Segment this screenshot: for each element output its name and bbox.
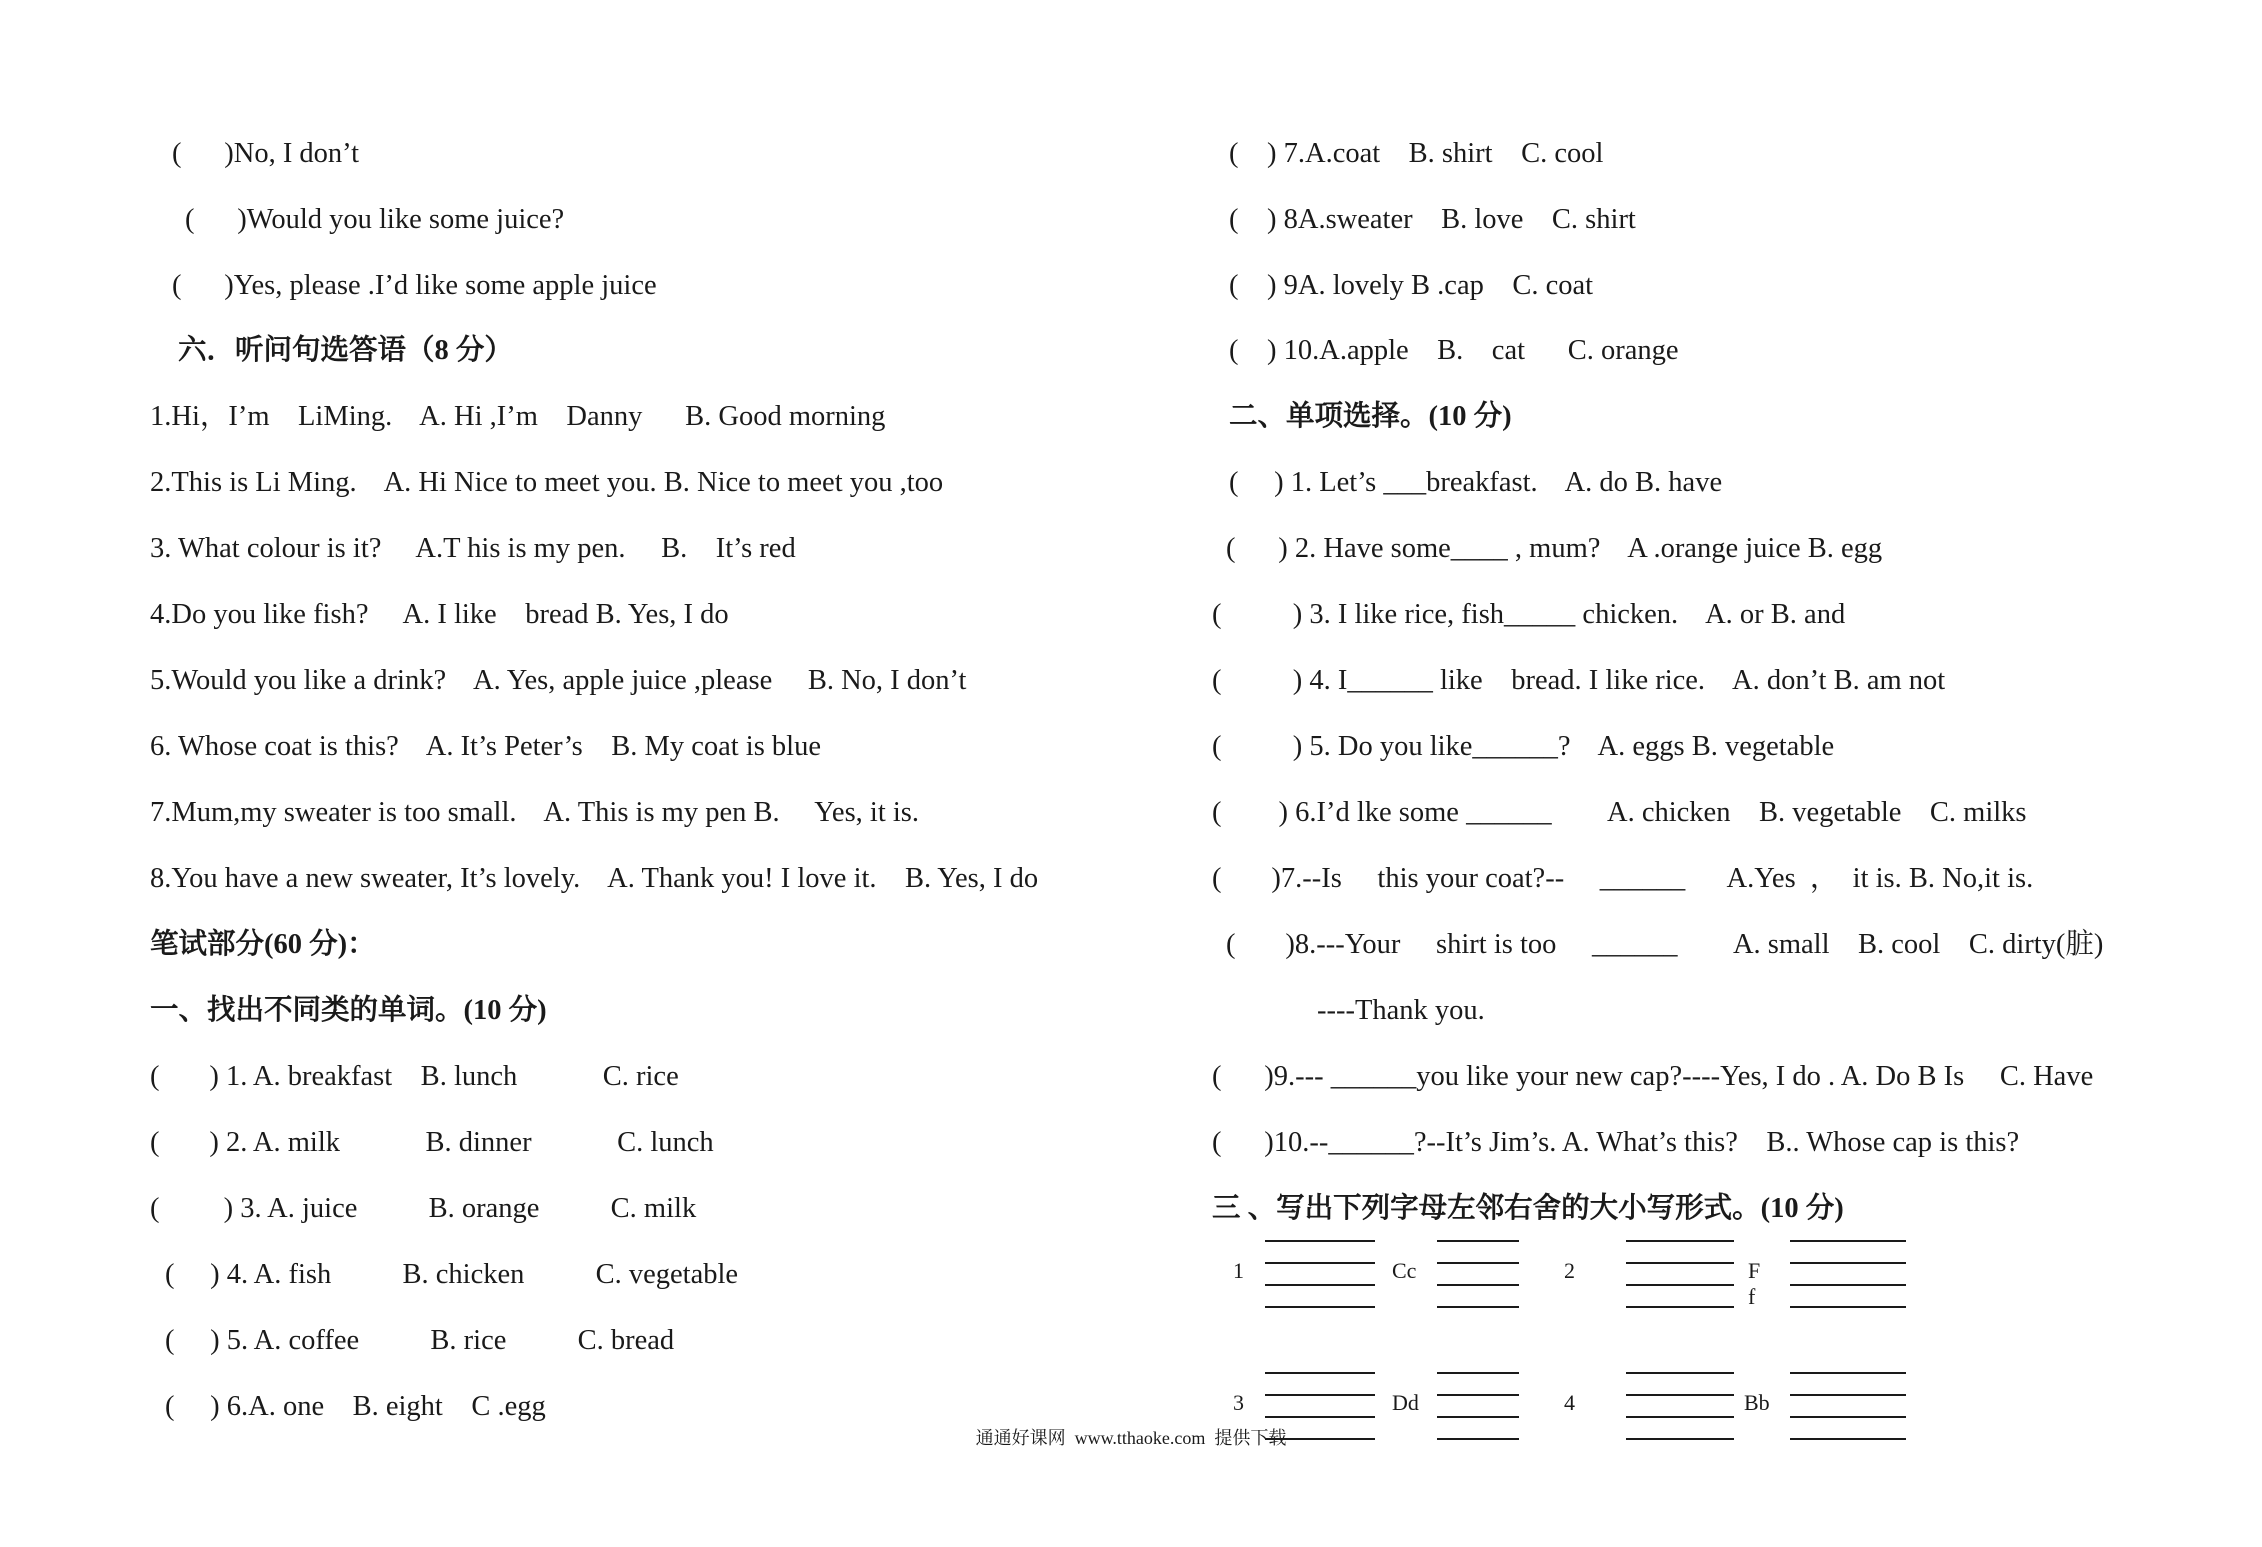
answer-line[interactable] bbox=[1437, 1306, 1519, 1308]
answer-line[interactable] bbox=[1437, 1240, 1519, 1242]
section1-item-6: ( ) 6.A. one B. eight C .egg bbox=[165, 1391, 546, 1422]
section2-item-10: ( )10.--______?--It’s Jim’s. A. What’s this? B.. Whose cap is this? bbox=[1212, 1127, 2020, 1158]
section6-item-4: 4.Do you like fish? A. I like bread B. Yes, I do bbox=[150, 599, 729, 630]
answer-line[interactable] bbox=[1790, 1240, 1906, 1242]
section1-item-1: ( ) 1. A. breakfast B. lunch C. rice bbox=[150, 1061, 679, 1092]
answer-line[interactable] bbox=[1265, 1372, 1375, 1374]
section1-item-3: ( ) 3. A. juice B. orange C. milk bbox=[150, 1193, 697, 1224]
section2-item-4: ( ) 4. I______ like bread. I like rice. A. don’t B. am not bbox=[1212, 665, 1946, 696]
section6-item-2: 2.This is Li Ming. A. Hi Nice to meet you. B. Nice to meet you ,too bbox=[150, 467, 944, 498]
section2-item-1: ( ) 1. Let’s ___breakfast. A. do B. have bbox=[1229, 467, 1723, 498]
answer-line[interactable] bbox=[1265, 1394, 1375, 1396]
answer-line[interactable] bbox=[1790, 1262, 1906, 1264]
section3-title: 三 、写出下列字母左邻右舍的大小写形式。(10 分) bbox=[1212, 1193, 1844, 1224]
letter-number-3: 3 bbox=[1233, 1390, 1244, 1415]
answer-line[interactable] bbox=[1790, 1306, 1906, 1308]
answer-line[interactable] bbox=[1437, 1372, 1519, 1374]
section2-item-2: ( ) 2. Have some____ , mum? A .orange juice B. egg bbox=[1226, 533, 1883, 564]
answer-line[interactable] bbox=[1265, 1416, 1375, 1418]
section2-item-8: ( )8.---Your shirt is too ______ A. small B. cool C. dirty(脏) bbox=[1226, 929, 2104, 960]
letter-prompt-3: Dd bbox=[1392, 1390, 1419, 1415]
section1-title: 一、找出不同类的单词。(10 分) bbox=[150, 995, 547, 1026]
answer-line[interactable] bbox=[1626, 1240, 1734, 1242]
letter-number-2: 2 bbox=[1564, 1258, 1575, 1283]
answer-line[interactable] bbox=[1265, 1306, 1375, 1308]
answer-line[interactable] bbox=[1437, 1262, 1519, 1264]
section6-item-6: 6. Whose coat is this? A. It’s Peter’s B. My coat is blue bbox=[150, 731, 822, 762]
answer-line[interactable] bbox=[1437, 1416, 1519, 1418]
answer-line[interactable] bbox=[1265, 1262, 1375, 1264]
letter-prompt-2: F f bbox=[1748, 1258, 1761, 1309]
section6-item-1: 1.Hi，I’m LiMing. A. Hi ,I’m Danny B. Good morning bbox=[150, 401, 886, 432]
section6-item-8: 8.You have a new sweater, It’s lovely. A. Thank you! I love it. B. Yes, I do bbox=[150, 863, 1039, 894]
section1-item-2: ( ) 2. A. milk B. dinner C. lunch bbox=[150, 1127, 714, 1158]
answer-line[interactable] bbox=[1265, 1284, 1375, 1286]
answer-line[interactable] bbox=[1265, 1240, 1375, 1242]
letter-number-1: 1 bbox=[1233, 1258, 1244, 1283]
dialogue-line-3: ( )Yes, please .I’d like some apple juice bbox=[172, 270, 657, 301]
letter-prompt-4: Bb bbox=[1744, 1390, 1770, 1415]
letter-prompt-1: Cc bbox=[1392, 1258, 1417, 1283]
section2-item-8-reply: ----Thank you. bbox=[1317, 995, 1485, 1026]
answer-line[interactable] bbox=[1626, 1306, 1734, 1308]
answer-line[interactable] bbox=[1626, 1262, 1734, 1264]
section1-item-5: ( ) 5. A. coffee B. rice C. bread bbox=[165, 1325, 675, 1356]
answer-line[interactable] bbox=[1626, 1416, 1734, 1418]
footer-source: 通通好课网 www.tthaoke.com 提供下载 bbox=[975, 1428, 1287, 1448]
section2-item-5: ( ) 5. Do you like______? A. eggs B. vegetable bbox=[1212, 731, 1835, 762]
answer-line[interactable] bbox=[1626, 1394, 1734, 1396]
section1-item-10: ( ) 10.A.apple B. cat C. orange bbox=[1229, 335, 1679, 366]
section6-item-7: 7.Mum,my sweater is too small. A. This is my pen B. Yes, it is. bbox=[150, 797, 920, 828]
section6-item-5: 5.Would you like a drink? A. Yes, apple juice ,please B. No, I don’t bbox=[150, 665, 967, 696]
section6-item-3: 3. What colour is it? A.T his is my pen. B. It’s red bbox=[150, 533, 796, 564]
section1-item-8: ( ) 8A.sweater B. love C. shirt bbox=[1229, 204, 1636, 235]
dialogue-line-2: ( )Would you like some juice? bbox=[185, 204, 565, 235]
section1-item-9: ( ) 9A. lovely B .cap C. coat bbox=[1229, 270, 1594, 301]
letter-number-4: 4 bbox=[1564, 1390, 1575, 1415]
section2-item-3: ( ) 3. I like rice, fish_____ chicken. A. or B. and bbox=[1212, 599, 1846, 630]
section2-item-9: ( )9.--- ______you like your new cap?----Yes, I do . A. Do B Is C. Have bbox=[1212, 1061, 2094, 1092]
answer-line[interactable] bbox=[1790, 1416, 1906, 1418]
section6-title: 六．听问句选答语（8 分） bbox=[178, 335, 513, 366]
answer-line[interactable] bbox=[1626, 1372, 1734, 1374]
answer-line[interactable] bbox=[1437, 1284, 1519, 1286]
dialogue-line-1: ( )No, I don’t bbox=[172, 138, 360, 169]
answer-line[interactable] bbox=[1790, 1372, 1906, 1374]
section1-item-7: ( ) 7.A.coat B. shirt C. cool bbox=[1229, 138, 1604, 169]
section1-item-4: ( ) 4. A. fish B. chicken C. vegetable bbox=[165, 1259, 739, 1290]
section2-item-7: ( )7.--Is this your coat?-- ______ A.Yes ， it is. B. No,it is. bbox=[1212, 863, 2034, 894]
answer-line[interactable] bbox=[1790, 1284, 1906, 1286]
section2-item-6: ( ) 6.I’d lke some ______ A. chicken B. vegetable C. milks bbox=[1212, 797, 2027, 828]
answer-line[interactable] bbox=[1626, 1284, 1734, 1286]
written-part-title: 笔试部分(60 分)： bbox=[150, 929, 376, 960]
answer-line[interactable] bbox=[1790, 1394, 1906, 1396]
section2-title: 二、单项选择。(10 分) bbox=[1229, 401, 1512, 432]
answer-line[interactable] bbox=[1437, 1394, 1519, 1396]
